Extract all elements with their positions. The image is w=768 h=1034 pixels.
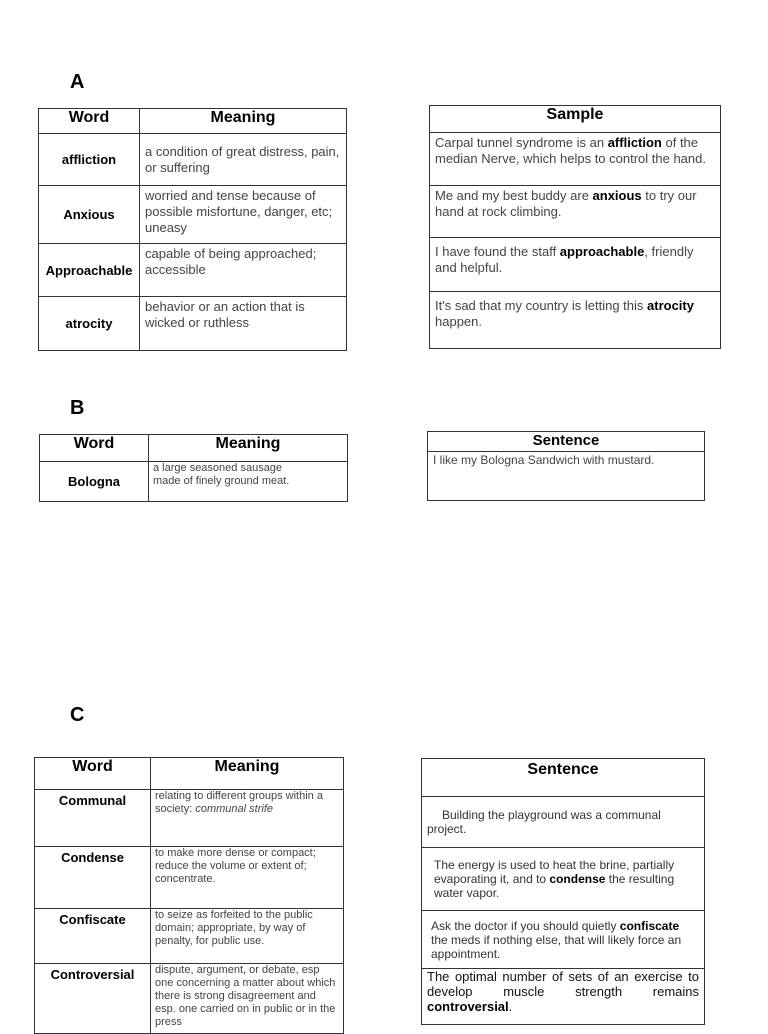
word-header: Word (39, 109, 140, 134)
sentence-header: Sentence (428, 432, 705, 452)
section-b-word-table (39, 434, 348, 502)
word-cell: atrocity (39, 297, 140, 351)
sample-sentence: Carpal tunnel syndrome is an affliction of the median Nerve, which helps to control the hand. (430, 133, 721, 186)
section-c-word-table (34, 757, 344, 1034)
meaning-cell: a large seasoned sausage made of finely ground meat. (149, 462, 348, 502)
meaning-cell: dispute, argument, or debate, esp one concerning a matter about which there is strong disagreement and esp. one carried on in public or in the press (151, 964, 344, 1034)
section-a-word-table (38, 108, 347, 351)
sample-header: Sample (430, 106, 721, 133)
sentence-header: Sentence (422, 759, 705, 797)
meaning-cell: a condition of great distress, pain, or suffering (140, 134, 347, 186)
section-b-label: B (70, 397, 85, 419)
sentence-cell: Building the playground was a communal project. (422, 797, 705, 848)
word-cell: Confiscate (35, 909, 151, 964)
sentence-cell: I like my Bologna Sandwich with mustard. (428, 452, 705, 501)
section-a-sample-table (429, 105, 721, 349)
word-cell: Condense (35, 847, 151, 909)
sample-sentence: It's sad that my country is letting this atrocity happen. (430, 292, 721, 349)
section-a-label: A (70, 71, 85, 93)
section-b-sentence-table (427, 431, 705, 501)
sentence-cell: Ask the doctor if you should quietly confiscate the meds if nothing else, that will likely force an appointment. (422, 911, 705, 969)
meaning-header: Meaning (149, 435, 348, 462)
sample-sentence: Me and my best buddy are anxious to try our hand at rock climbing. (430, 186, 721, 238)
meaning-cell: to make more dense or compact; reduce the volume or extent of; concentrate. (151, 847, 344, 909)
meaning-header: Meaning (151, 758, 344, 790)
meaning-header: Meaning (140, 109, 347, 134)
word-header: Word (40, 435, 149, 462)
word-cell: Bologna (40, 462, 149, 502)
word-cell: Communal (35, 790, 151, 847)
word-cell: Approachable (39, 244, 140, 297)
meaning-cell: relating to different groups within a society: communal strife (151, 790, 344, 847)
meaning-cell: worried and tense because of possible misfortune, danger, etc; uneasy (140, 186, 347, 244)
word-cell: affliction (39, 134, 140, 186)
sample-sentence: I have found the staff approachable, friendly and helpful. (430, 238, 721, 292)
word-cell: Controversial (35, 964, 151, 1034)
sentence-cell: The optimal number of sets of an exercise to develop muscle strength remains controversial. (422, 969, 705, 1025)
word-cell: Anxious (39, 186, 140, 244)
meaning-cell: behavior or an action that is wicked or ruthless (140, 297, 347, 351)
meaning-cell: capable of being approached; accessible (140, 244, 347, 297)
sentence-cell: The energy is used to heat the brine, partially evaporating it, and to condense the resulting water vapor. (422, 848, 705, 911)
section-c-sentence-table (421, 758, 705, 1025)
meaning-cell: to seize as forfeited to the public domain; appropriate, by way of penalty, for public use. (151, 909, 344, 964)
section-c-label: C (70, 704, 85, 726)
word-header: Word (35, 758, 151, 790)
